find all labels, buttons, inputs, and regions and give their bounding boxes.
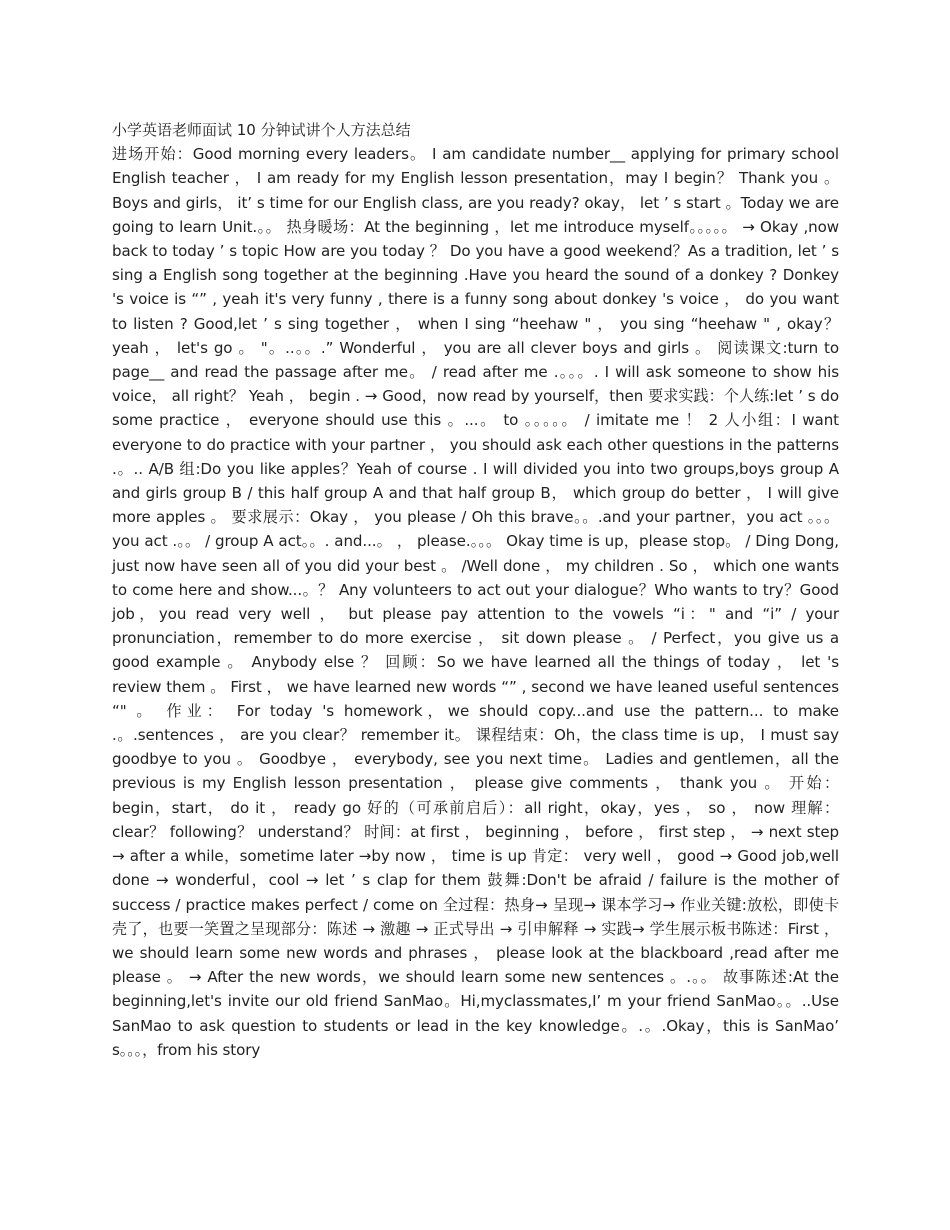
document-body: 进场开始：Good morning every leaders。 I am candidate number__ applying for primary school English teacher ， I am ready for my English lesson presentation，may I begin？ Thank you 。 Boys and girls， it’ s time for our English class, are you ready? okay， let ’ s start 。Today we are going to learn Unit.。。 热身暖场：At the beginning ，let me introduce myself。。。。。 → Okay ,now back to today ’ s topic How are you today ？ Do you have a good weekend？As a tradition, let ’ s sing a English song together at the beginning .Have you heard the sound of a donkey ? Donkey 's voice is “” , yeah it's very funny , there is a funny song about donkey 's voice ， do you want to listen ? Good,let ’ s sing together ， when I sing “heehaw " ， you sing “heehaw " , okay？yeah ， let's go 。 "。..。。.” Wonderful ， you are all clever boys and girls 。 阅读课文:turn to page__ and read the passage after me。 / read after me .。。。. I will ask someone to show his voice， all right？ Yeah ， begin . → Good，now read by yourself，then 要求实践：个人练:let ’ s do some practice ， everyone should use this 。...。 to 。。。。。 / imitate me ！ 2 人小组：I want everyone to do practice with your partner ， you should ask each other questions in the patterns .。.. A/B 组:Do you like apples？Yeah of course . I will divided you into two groups,boys group A and girls group B / this half group A and that half group B， which group do better ， I will give more apples 。 要求展示：Okay ， you please / Oh this brave。。.and your partner，you act 。。。 you act .。。 / group A act。。. and...。 ， please.。。。 Okay time is up，please stop。 / Ding Dong, just now have seen all of you did your best 。 /Well done ， my children . So ， which one wants to come here and show...。？ Any volunteers to act out your dialogue？Who wants to try？Good job，you read very well ， but please pay attention to the vowels “i：" and “i” / your pronunciation，remember to do more exercise ， sit down please 。 / Perfect，you give us a good example 。 Anybody else ？ 回顾：So we have learned all the things of today ， let 's review them 。 First ， we have learned new words “” , second we have leaned useful sentences “" 。 作业： For today 's homework，we should copy...and use the pattern... to make .。.sentences ， are you clear？ remember it。 课程结束：Oh，the class time is up， I must say goodbye to you 。 Goodbye ， everybody, see you next time。 Ladies and gentlemen，all the previous is my English lesson presentation ， please give comments ， thank you 。 开始：begin，start， do it ， ready go 好的（可承前启后）：all right，okay，yes ， so ， now 理解：clear？ following？ understand？ 时间：at first ， beginning ， before ， first step ， → next step → after a while，sometime later →by now ， time is up 肯定： very well ， good → Good job,well done → wonderful，cool → let ’ s clap for them 鼓舞:Don't be afraid / failure is the mother of success / practice makes perfect / come on 全过程：热身→ 呈现→ 课本学习→ 作业关键:放松，即使卡壳了，也要一笑置之呈现部分：陈述 → 激趣 → 正式导出 → 引申解释 → 实践→ 学生展示板书陈述：First ， we should learn some new words and phrases ， please look at the blackboard ,read after me please 。 → After the new words，we should learn some new sentences 。.。。 故事陈述:At the beginning,let's invite our old friend SanMao。Hi,myclassmates,I’ m your friend SanMao。。..Use SanMao to ask question to students or lead in the key knowledge。.。.Okay，this is SanMao’ s。。。，from his story xyxy=(112,145,839,1059)
document-title: 小学英语老师面试 10 分钟试讲个人方法总结 xyxy=(112,121,411,139)
document-content xyxy=(112,118,839,1062)
